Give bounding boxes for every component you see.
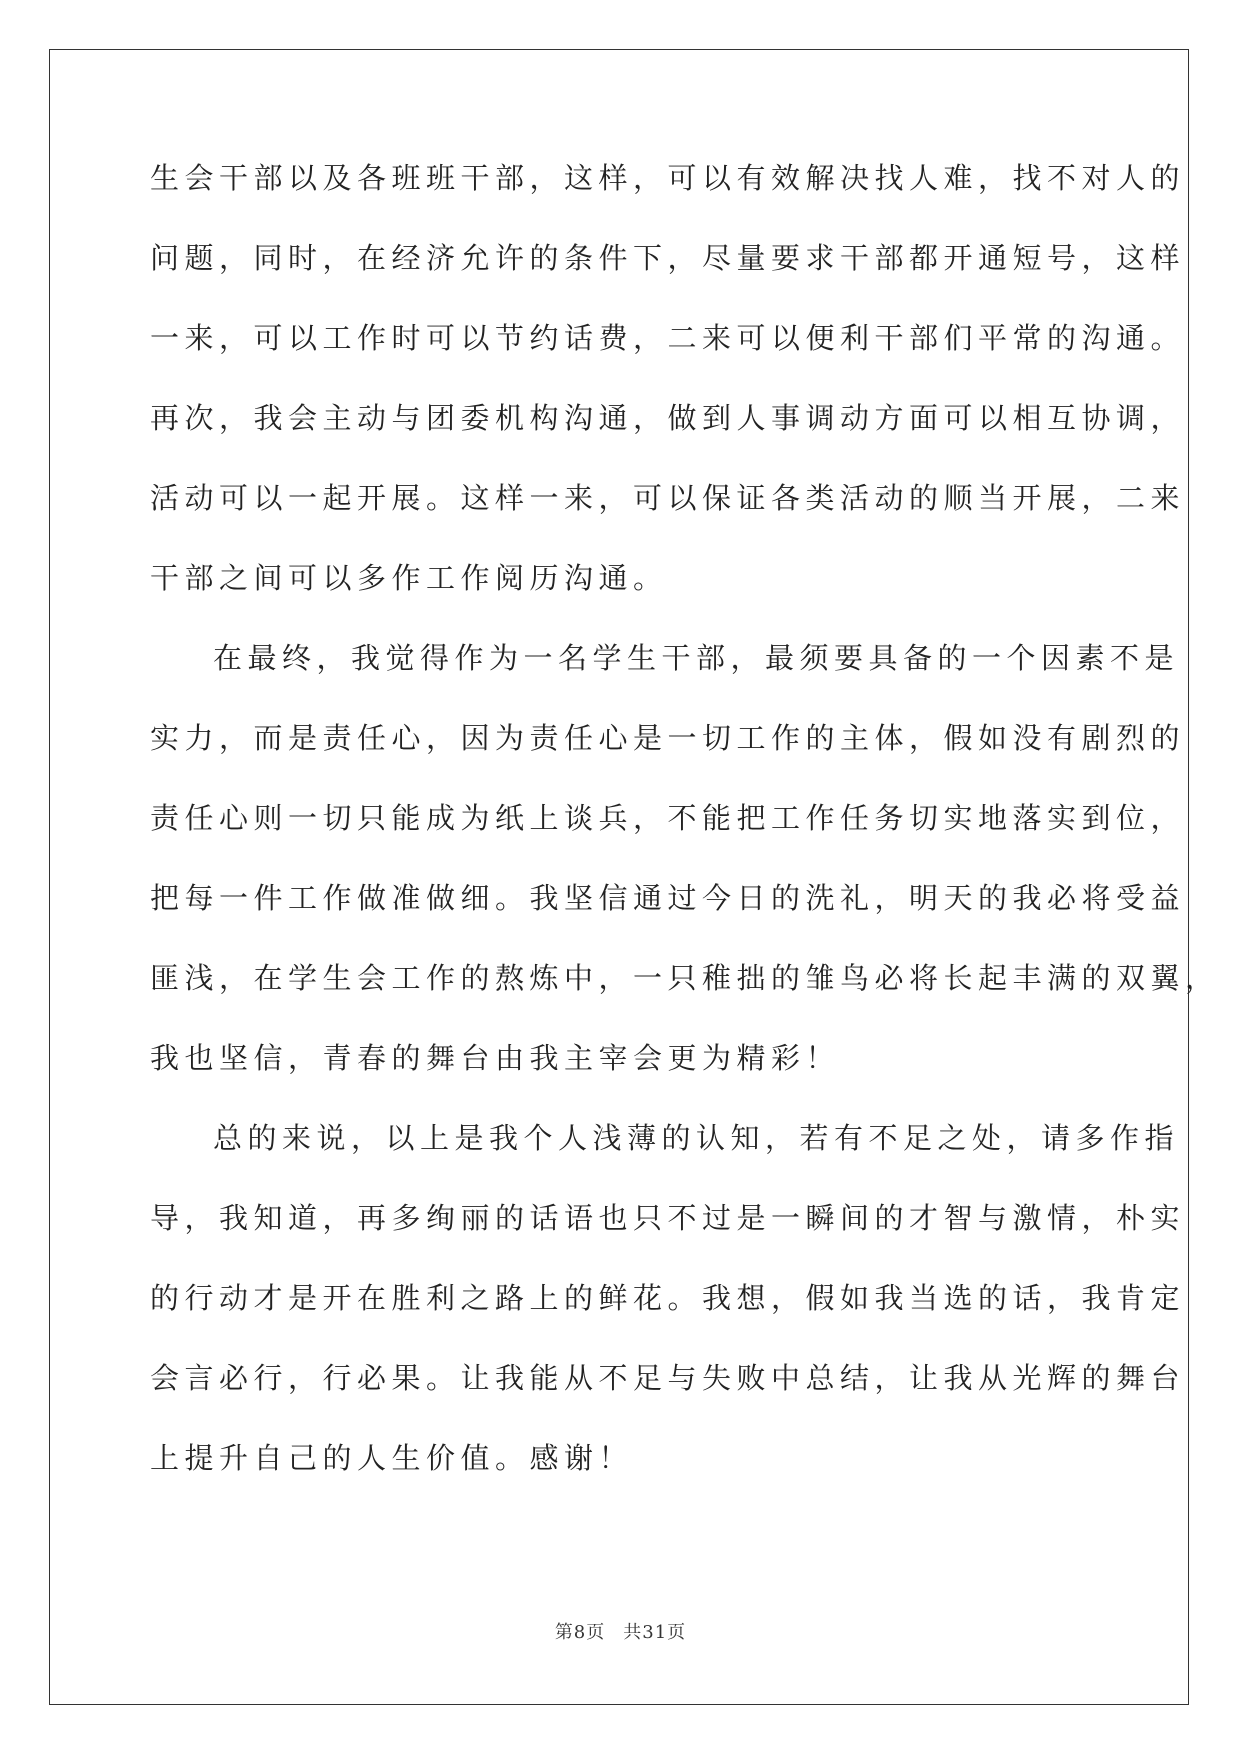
text-line: 我也坚信，青春的舞台由我主宰会更为精彩！ <box>150 1041 841 1075</box>
text-line: 干部之间可以多作工作阅历沟通。 <box>150 561 668 595</box>
text-line: 问题，同时，在经济允许的条件下，尽量要求干部都开通短号，这样 <box>150 241 1186 275</box>
text-line: 匪浅，在学生会工作的熬炼中，一只稚拙的雏鸟必将长起丰满的双翼， <box>150 961 1220 995</box>
text-line: 的行动才是开在胜利之路上的鲜花。我想，假如我当选的话，我肯定 <box>150 1281 1186 1315</box>
text-line: 责任心则一切只能成为纸上谈兵，不能把工作任务切实地落实到位， <box>150 801 1186 835</box>
text-line: 再次，我会主动与团委机构沟通，做到人事调动方面可以相互协调， <box>150 401 1186 435</box>
text-line: 活动可以一起开展。这样一来，可以保证各类活动的顺当开展，二来 <box>150 481 1186 515</box>
text-line: 导，我知道，再多绚丽的话语也只不过是一瞬间的才智与激情，朴实 <box>150 1201 1186 1235</box>
paragraph-start-line: 在最终，我觉得作为一名学生干部，最须要具备的一个因素不是 <box>213 641 1180 675</box>
document-body <box>150 160 1220 1520</box>
paragraph-start-line: 总的来说，以上是我个人浅薄的认知，若有不足之处，请多作指 <box>213 1121 1180 1155</box>
page-number: 第8页 <box>554 1622 606 1643</box>
text-line: 一来，可以工作时可以节约话费，二来可以便利干部们平常的沟通。 <box>150 321 1186 355</box>
page-total: 共31页 <box>623 1622 687 1643</box>
text-line: 上提升自己的人生价值。感谢！ <box>150 1441 634 1475</box>
text-line: 把每一件工作做准做细。我坚信通过今日的洗礼，明天的我必将受益 <box>150 881 1186 915</box>
text-line: 生会干部以及各班班干部，这样，可以有效解决找人难，找不对人的 <box>150 161 1186 195</box>
text-line: 实力，而是责任心，因为责任心是一切工作的主体，假如没有剧烈的 <box>150 721 1186 755</box>
text-line: 会言必行，行必果。让我能从不足与失败中总结，让我从光辉的舞台 <box>150 1361 1186 1395</box>
page-footer <box>0 1618 1241 1644</box>
